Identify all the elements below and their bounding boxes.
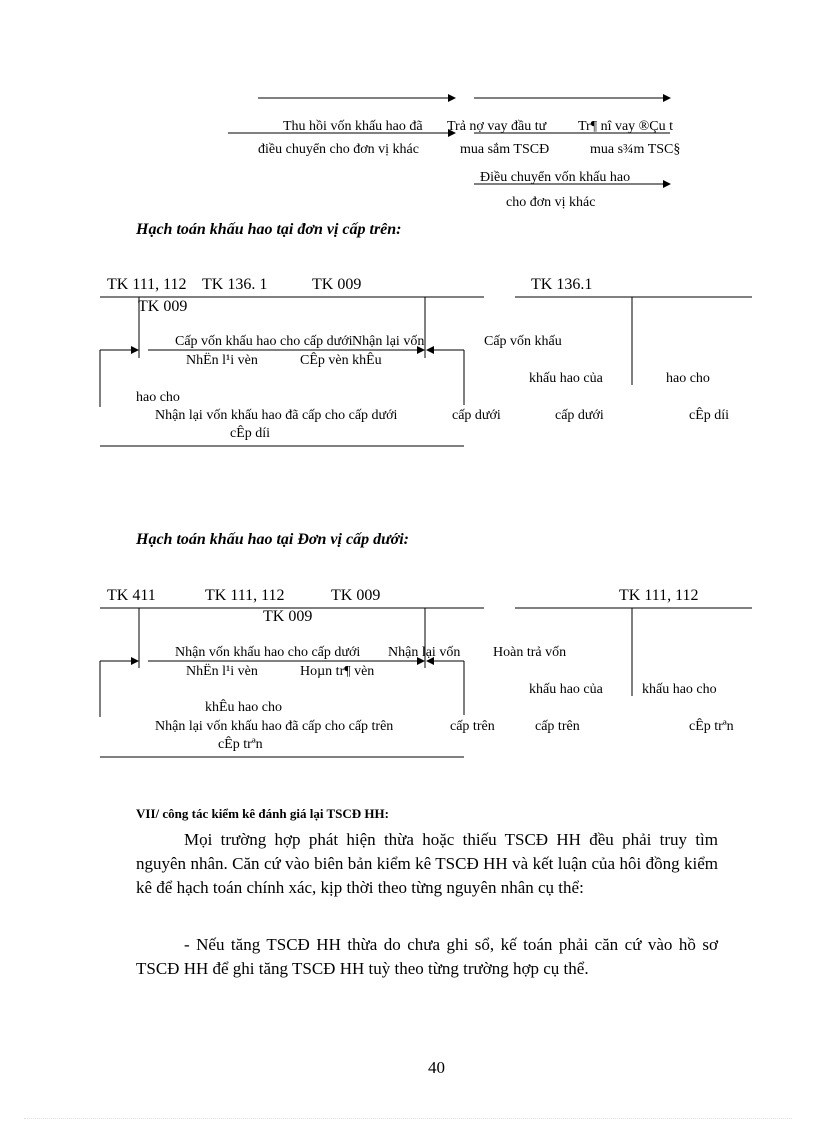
s2-acc-tk009a: TK 009: [331, 587, 381, 604]
section3-heading: VII/ công tác kiểm kê đánh giá lại TSCĐ HH:: [136, 806, 389, 821]
s1-acc-tk136: TK 136. 1: [202, 276, 268, 293]
s2-label-cep-tren-right: cÊp trªn: [689, 719, 734, 734]
top-label-tra-no-garbled: Tr¶ nî vay ®Çu t: [578, 119, 674, 134]
s2-label-khau-hao-cho-garbled: khÊu hao cho: [205, 700, 282, 715]
s2-label-nhan-von: Nhận vốn khấu hao cho cấp dưới: [175, 645, 361, 660]
section2-heading: Hạch toán khấu hao tại Đơn vị cấp dưới:: [136, 531, 410, 548]
section3-paragraph-1: Mọi trường hợp phát hiện thừa hoặc thiếu TSCĐ HH đều phải truy tìm nguyên nhân. Căn cứ vào biên bản kiểm kê TSCĐ HH và kết luận của hôi đồng kiểm kê để hạch toán chính xác, kịp thời theo từng nguyên nhân cụ thể:: [136, 830, 718, 897]
top-label-tra-no: Trả nợ vay đầu tư: [447, 119, 547, 134]
s2-label-garbled-2: Hoµn tr¶ vèn: [300, 664, 375, 679]
top-label-mua-sam-garbled: mua s¾m TSC§: [590, 142, 681, 157]
s1-label-cap-von-khau: Cấp vốn khấu: [484, 334, 562, 349]
s1-acc-tk111: TK 111, 112: [107, 276, 187, 293]
s1-label-nhan-lai-full: Nhận lại vốn khấu hao đã cấp cho cấp dưới: [155, 408, 398, 423]
s2-acc-tk411: TK 411: [107, 587, 156, 604]
s1-label-cap-von: Cấp vốn khấu hao cho cấp dưới: [175, 334, 353, 349]
s1-label-cap-duoi-2: cấp dưới: [555, 408, 604, 423]
s2-label-hoan-tra: Hoàn trả vốn: [493, 645, 567, 660]
s1-acc-tk009a: TK 009: [312, 276, 362, 293]
s2-acc-tk009b: TK 009: [263, 608, 313, 625]
s2-label-nhan-lai-full: Nhận lại vốn khấu hao đã cấp cho cấp trên: [155, 719, 394, 734]
page-bottom-divider: [24, 1118, 792, 1119]
top-label-cho-don-vi: cho đơn vị khác: [506, 195, 596, 210]
page-number: 40: [428, 1058, 445, 1077]
s1-label-cap-duoi-1: cấp dưới: [452, 408, 501, 423]
s2-acc-tk111: TK 111, 112: [205, 587, 285, 604]
s2-label-cap-tren-1: cấp trên: [450, 719, 495, 734]
s1-label-hao-cho-right: hao cho: [666, 371, 710, 386]
s1-label-cep-dii-right: cÊp díi: [689, 408, 730, 423]
s1-label-garbled-2: CÊp vèn khÊu: [300, 353, 382, 368]
s1-acc-tk1361: TK 136.1: [531, 276, 593, 293]
top-label-thu-hoi: Thu hồi vốn khấu hao đã: [283, 119, 423, 134]
s1-acc-tk009b: TK 009: [138, 298, 188, 315]
top-label-mua-sam: mua sắm TSCĐ: [460, 142, 550, 157]
top-label-dieu-chuyen-von: Điều chuyển vốn khấu hao: [480, 170, 631, 185]
s2-label-khau-hao-cua: khấu hao của: [529, 682, 603, 697]
s1-label-nhan-lai: Nhận lại vốn: [352, 334, 425, 349]
section3-paragraph-2: - Nếu tăng TSCĐ HH thừa do chưa ghi sổ, kế toán phải căn cứ vào hồ sơ TSCĐ HH để ghi tăng TSCĐ HH tuỳ theo từng trường hợp cụ thể.: [136, 935, 718, 978]
s2-acc-tk111-right: TK 111, 112: [619, 587, 699, 604]
s1-label-hao-cho-left: hao cho: [136, 390, 180, 405]
s2-label-khau-hao-cho: khấu hao cho: [642, 682, 717, 697]
s2-label-cap-tren-2: cấp trên: [535, 719, 580, 734]
s2-label-garbled-1: NhËn l¹i vèn: [186, 664, 258, 679]
s2-label-nhan-lai: Nhận lại vốn: [388, 645, 461, 660]
s2-label-cep-tren-bottom: cÊp trªn: [218, 737, 263, 752]
s1-label-garbled-1: NhËn l¹i vèn: [186, 353, 258, 368]
section1-heading: Hạch toán khấu hao tại đơn vị cấp trên:: [136, 221, 402, 238]
top-label-dieu-chuyen: điều chuyển cho đơn vị khác: [258, 142, 419, 157]
s1-label-cep-dii-bottom: cÊp díi: [230, 426, 271, 441]
s1-label-khau-hao-cua: khấu hao của: [529, 371, 603, 386]
